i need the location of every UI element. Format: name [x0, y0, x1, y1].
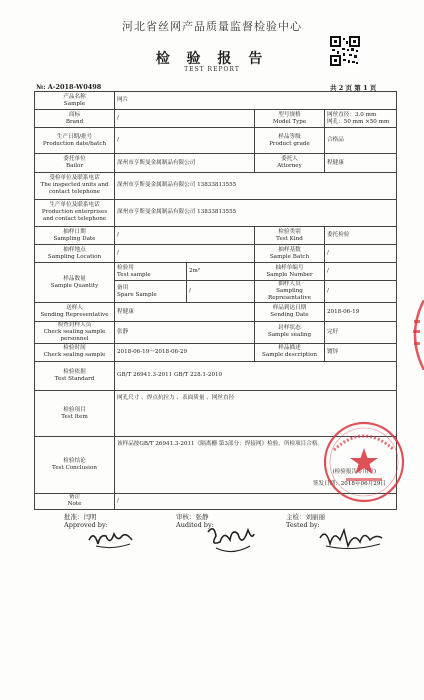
label-sample-number: 抽样单编号 Sample Number — [255, 263, 325, 281]
row-sample-quantity-test — [35, 263, 397, 281]
label-sealing-person: 检查封样人员 Check sealing sample personnel — [35, 321, 115, 343]
value-test-kind: 委托检验 — [325, 226, 397, 244]
label-sample-batch: 抽样基数 Sample Batch — [255, 245, 325, 263]
value-spare-sample: / — [187, 281, 255, 303]
label-sampling-date: 抽样日期 Sampling Date — [35, 226, 115, 244]
value-sampling-location: / — [115, 245, 255, 263]
value-model: 网丝直径：3.0 mm 网孔：50 mm ×50 mm — [325, 110, 397, 128]
value-sample: 网片 — [115, 92, 397, 110]
label-note: 备注 Note — [35, 493, 115, 509]
value-production-date: / — [115, 128, 255, 154]
label-production-date: 生产日期/批号 Production date/batch — [35, 128, 115, 154]
row-sending-rep — [35, 303, 397, 321]
value-note: / — [115, 493, 397, 509]
row-sealing — [35, 321, 397, 343]
org-title: 河北省丝网产品质量监督检验中心 — [122, 20, 302, 33]
row-test-standard — [35, 361, 397, 390]
page-count: 共 2 页 第 1 页 — [330, 84, 377, 92]
edge-seal-icon — [404, 300, 424, 370]
report-title-en: TEST REPORT — [184, 66, 240, 73]
value-sending-rep: 程健康 — [115, 303, 255, 321]
value-sealing-person: 张静 — [115, 321, 255, 343]
label-sampling-rep: 抽样人员 Sampling Representative — [255, 281, 325, 303]
label-test-kind: 检验类别 Test Kind — [255, 226, 325, 244]
audited-signature-icon — [202, 522, 258, 558]
approved-name: 闫明 — [83, 513, 97, 521]
value-production-enterprise: 深州市亨斯曼金属制品有限公司 13833813555 — [115, 199, 397, 226]
label-sample: 产品名称 Sample — [35, 92, 115, 110]
audited-name: 张静 — [195, 513, 209, 521]
row-sample — [35, 92, 397, 110]
label-model: 型号规格 Model Type — [255, 110, 325, 128]
label-spare-sample: 备用 Spare Sample — [115, 281, 187, 303]
value-sample-sealing: 完好 — [325, 321, 397, 343]
row-test-time — [35, 343, 397, 361]
label-test-sample: 检验用 Test sample — [115, 263, 187, 281]
label-inspected-unit: 受检单位及联系电话 The inspected units and contact telephone — [35, 172, 115, 199]
value-sampling-rep: / — [325, 281, 397, 303]
label-sample-quantity: 样品数量 Sample Quantity — [35, 263, 115, 303]
value-brand: / — [115, 110, 255, 128]
label-production-enterprise: 生产单位及联系电话 Production enterprises and contact telephone — [35, 199, 115, 226]
conclusion-text: 该样品按GB/T 26941.3-2011《隔离栅 第3部分：焊接网》检验，所检项目合格。 — [117, 441, 324, 448]
row-production-date — [35, 128, 397, 154]
row-production-enterprise — [35, 199, 397, 226]
audited-cn: 审核： — [176, 513, 196, 521]
value-sampling-date: / — [115, 226, 255, 244]
audited-en: Audited by: — [176, 521, 214, 529]
value-bailor: 深州市亨斯曼金属制品有限公司 — [115, 154, 255, 172]
approved-signature-icon — [86, 526, 136, 552]
value-test-item: 网孔尺寸 、焊点抗拉力 、表面质量 、网丝直径 — [115, 391, 397, 437]
label-sampling-location: 抽样地点 Sampling Location — [35, 245, 115, 263]
value-sample-description: 镀锌 — [325, 343, 397, 361]
label-sample-sealing: 封样状态 Sample sealing — [255, 321, 325, 343]
label-sending-rep: 送样人 Sending Representative — [35, 303, 115, 321]
approved-cn: 批准： — [64, 513, 84, 521]
row-bailor — [35, 154, 397, 172]
value-sample-number: / — [325, 263, 397, 281]
value-inspected-unit: 深州市亨斯曼金属制品有限公司 13833813555 — [115, 172, 397, 199]
report-title: 检 验 报 告 — [155, 51, 269, 67]
approved-en: Approved by: — [64, 521, 108, 529]
value-sample-batch: / — [325, 245, 397, 263]
value-attorney: 程健康 — [325, 154, 397, 172]
tested-en: Tested by: — [286, 521, 320, 529]
tested-signature-icon — [316, 524, 386, 552]
value-sending-date: 2018-06-19 — [325, 303, 397, 321]
seal-caption: (检验报告专用章) — [332, 469, 377, 476]
row-sampling-date — [35, 226, 397, 244]
label-sample-description: 样品描述 Sample description — [255, 343, 325, 361]
label-attorney: 委托人 Attorney — [255, 154, 325, 172]
value-test-standard: GB/T 26941.3-2011 GB/T 228.1-2010 — [115, 361, 397, 390]
row-inspected-unit — [35, 172, 397, 199]
report-number: №: A-2018-W0498 — [36, 83, 102, 91]
label-grade: 样品等级 Product grade — [255, 128, 325, 154]
label-brand: 商标 Brand — [35, 110, 115, 128]
official-stamp-icon — [322, 420, 406, 504]
value-test-time: 2018-06-19～2018-06-29 — [115, 343, 255, 361]
row-sampling-location — [35, 245, 397, 263]
issue-date: 签发日期：2018年06月29日 — [312, 481, 387, 488]
label-test-time: 检验时间 Check sealing sample — [35, 343, 115, 361]
label-bailor: 委托单位 Bailor — [35, 154, 115, 172]
tested-name: 刘丽丽 — [305, 513, 325, 521]
label-test-standard: 检验依据 Test Standard — [35, 361, 115, 390]
row-brand — [35, 110, 397, 128]
label-test-item: 检验项目 Test Item — [35, 391, 115, 437]
tested-cn: 主检： — [286, 513, 306, 521]
value-grade: 合格品 — [325, 128, 397, 154]
label-sending-date: 样品到达日期 Sending Date — [255, 303, 325, 321]
value-test-sample: 2m² — [187, 263, 255, 281]
label-conclusion: 检验结论 Test Conclusion — [35, 437, 115, 493]
